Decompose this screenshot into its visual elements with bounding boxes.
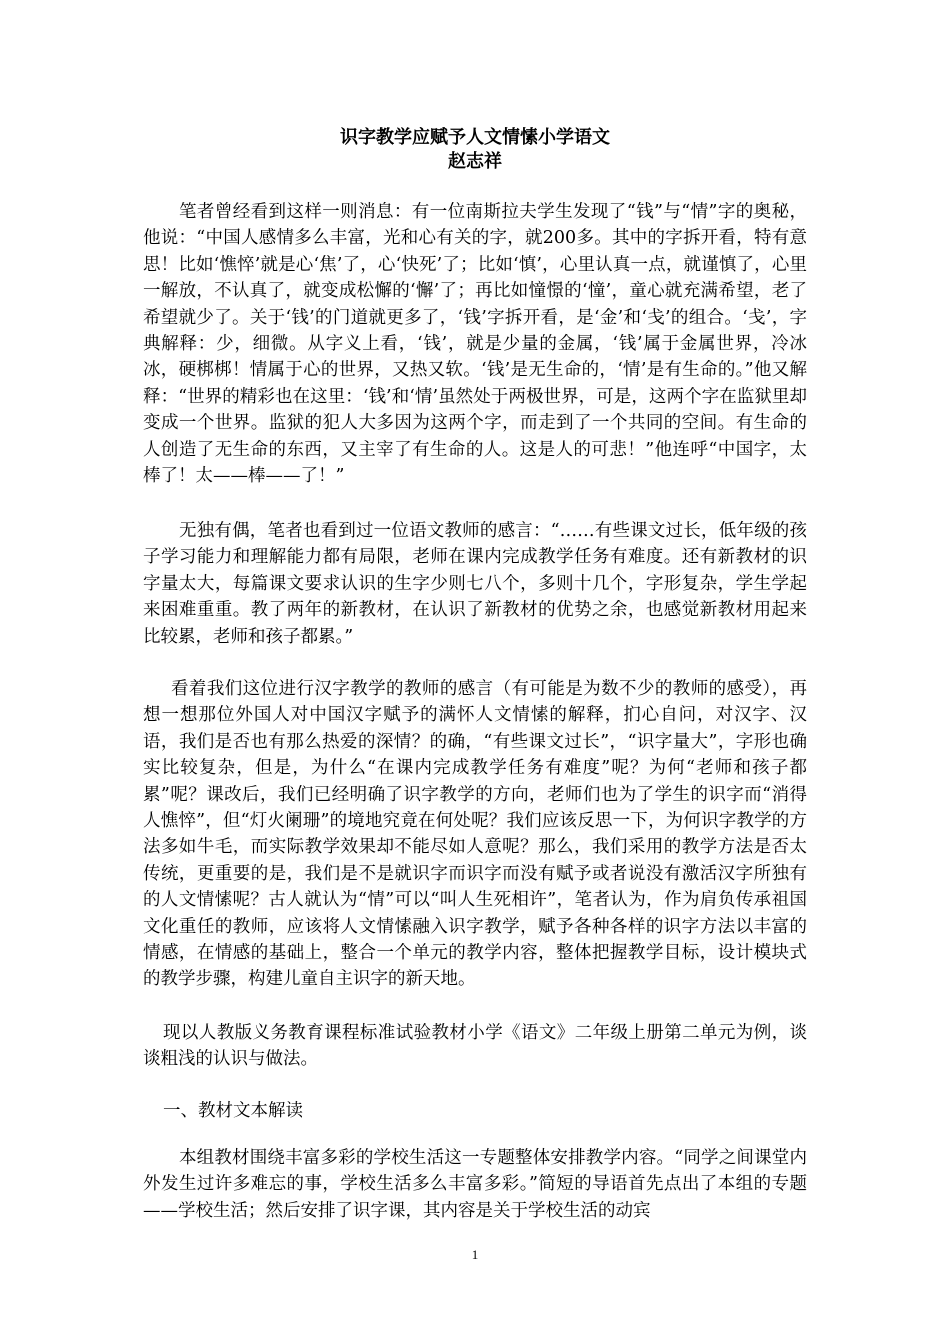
document-title: 识字教学应赋予人文情愫小学语文: [340, 127, 610, 148]
paragraph-5: 本组教材围绕丰富多彩的学校生活这一专题整体安排教学内容。“同学之间课堂内外发生过许多难忘的事，学校生活多么丰富多彩。”简短的导语首先点出了本组的专题——学校生活；然后安排了识字课，其内容是关于学校生活的动宾: [143, 1148, 807, 1221]
paragraph-1: 笔者曾经看到这样一则消息：有一位南斯拉夫学生发现了“钱”与“情”字的奥秘，他说：“中国人感情多么丰富，光和心有关的字，就200多。其中的字拆开看，特有意思！比如‘憔悴’就是心‘焦’了，心‘快死’了；比如‘慎’，心里认真一点，就谨慎了，心里一解放，不认真了，就变成松懈的‘懈’了；再比如憧憬的‘憧’，童心就充满希望，老了希望就少了。关于‘钱’的门道就更多了，‘钱’字拆开看，是‘金’和‘戋’的组合。‘戋’，字典解释：少，细微。从字义上看，‘钱’，就是少量的金属，‘钱’属于金属世界，冷冰冰，硬梆梆！情属于心的世界，又热又软。‘钱’是无生命的，‘情’是有生命的。”他又解释：“世界的精彩也在这里：‘钱’和‘情’虽然处于两极世界，可是，这两个字在监狱里却变成一个世界。监狱的犯人大多因为这两个字，而走到了一个共同的空间。有生命的人创造了无生命的东西，又主宰了有生命的人。这是人的可悲！”他连呼“中国字，太棒了！太——棒——了！”: [143, 202, 807, 487]
document-author: 赵志祥: [448, 151, 502, 172]
paragraph-3: 看着我们这位进行汉字教学的教师的感言（有可能是为数不少的教师的感受），再想一想那位外国人对中国汉字赋予的满怀人文情愫的解释，扪心自问，对汉字、汉语，我们是否也有那么热爱的深情？的确，“有些课文过长”，“识字量大”，字形也确实比较复杂，但是，为什么“在课内完成教学任务有难度”呢？为何“老师和孩子都累”呢？课改后，我们已经明确了识字教学的方向，老师们也为了学生的识字而“消得人憔悴”，但“灯火阑珊”的境地究竟在何处呢？我们应该反思一下，为何识字教学的方法多如牛毛，而实际教学效果却不能尽如人意呢？那么，我们采用的教学方法是否太传统，更重要的是，我们是不是就识字而识字而没有赋予或者说没有激活汉字所独有的人文情愫呢？古人就认为“情”可以“叫人生死相许”，笔者认为，作为肩负传承祖国文化重任的教师，应该将人文情愫融入识字教学，赋予各种各样的识字方法以丰富的情感，在情感的基础上，整合一个单元的教学内容，整体把握教学目标，设计模块式的教学步骤，构建儿童自主识字的新天地。: [143, 679, 807, 990]
section-heading: 一、教材文本解读: [163, 1101, 303, 1121]
page-number: 1: [471, 1247, 479, 1262]
paragraph-4: 现以人教版义务教育课程标准试验教材小学《语文》二年级上册第二单元为例，谈谈粗浅的认识与做法。: [143, 1023, 807, 1070]
paragraph-2: 无独有偶，笔者也看到过一位语文教师的感言：“……有些课文过长，低年级的孩子学习能力和理解能力都有局限，老师在课内完成教学任务有难度。还有新教材的识字量太大，每篇课文要求认识的生字少则七八个，多则十几个，字形复杂，学生学起来困难重重。教了两年的新教材，在认识了新教材的优势之余，也感觉新教材用起来比较累，老师和孩子都累。”: [143, 521, 807, 647]
